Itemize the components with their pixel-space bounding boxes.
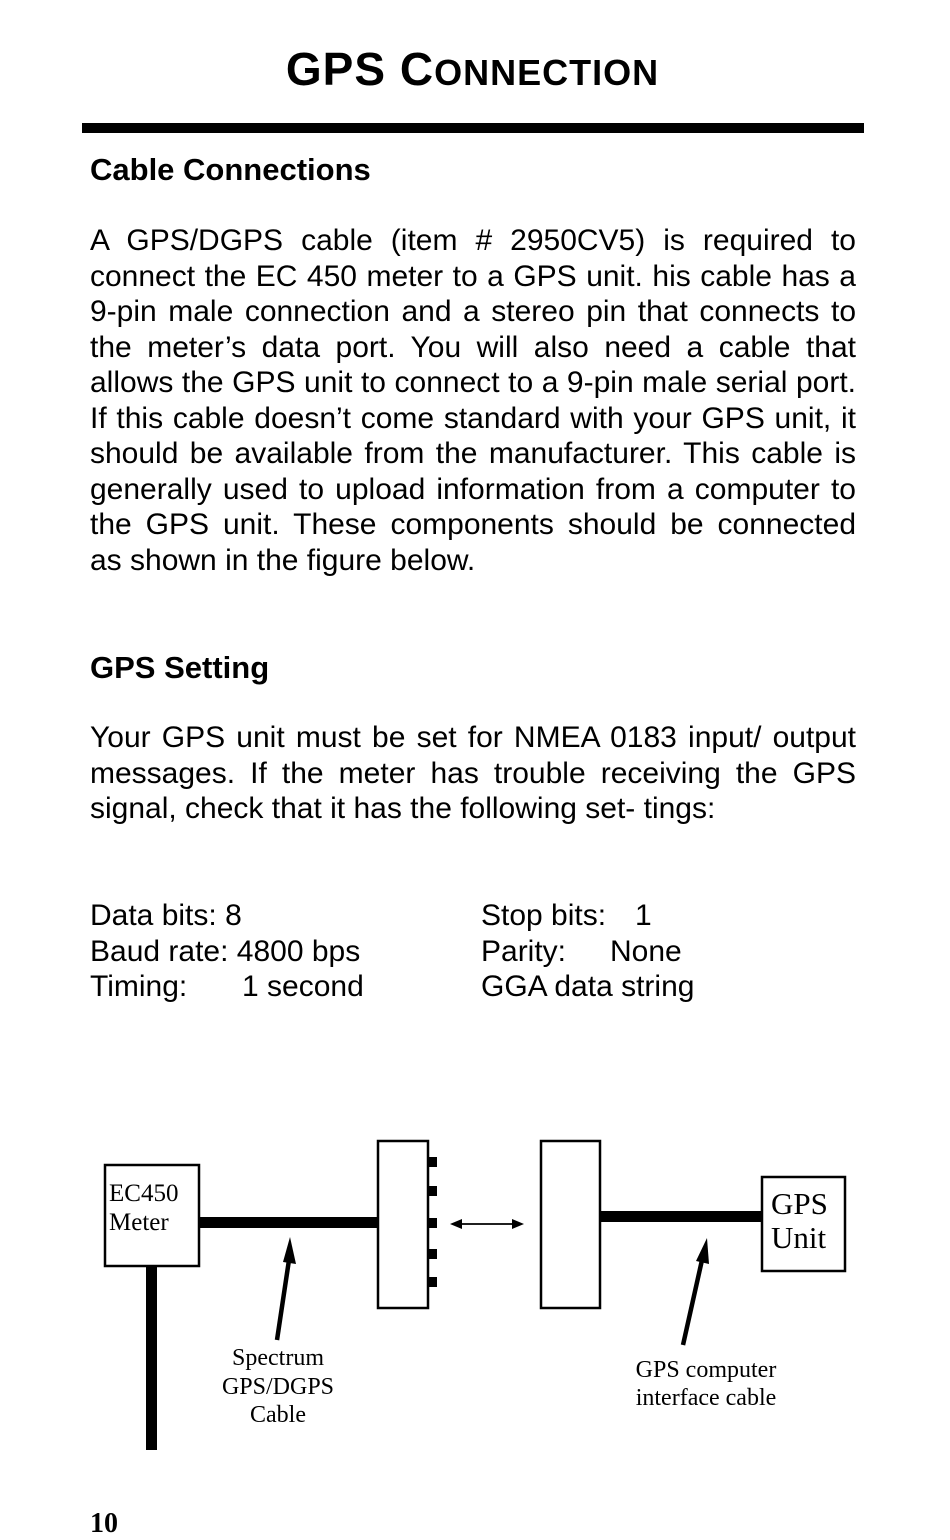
baud-rate-value: 4800 bps <box>236 934 361 968</box>
female-serial-port <box>541 1141 600 1308</box>
data-bits-label: Data bits: <box>90 899 217 932</box>
data-bits-value: 8 <box>225 899 242 932</box>
interface-caption-line1: GPS computer <box>635 1357 777 1383</box>
settings-row-2 <box>90 934 856 970</box>
baud-rate-label: Baud rate: <box>90 934 229 968</box>
paragraph-cable-connections: A GPS/DGPS cable (item # 2950CV5) is required to connect the EC 450 meter to a GPS unit. his cable has a 9-pin male connection and a stereo pin that connects to the meter’s data port. You will also need a cable that allows the GPS unit to connect to a 9-pin male serial port. If this cable doesn’t come standard with your GPS unit, it should be available from the manufacturer. This cable is generally used to upload information from a computer to the GPS unit. These components should be connected as shown in the figure below. <box>90 224 856 577</box>
parity-value: None <box>610 934 682 968</box>
gps-label-line2: Unit <box>771 1220 827 1255</box>
spectrum-cable-line <box>199 1217 378 1228</box>
timing-label: Timing: <box>90 970 188 1003</box>
arrowhead-right-icon <box>512 1219 524 1229</box>
spectrum-caption-line1: Spectrum <box>232 1345 324 1371</box>
stop-bits-label: Stop bits: <box>481 899 607 932</box>
settings-list <box>90 898 856 1005</box>
male-9pin-connector <box>378 1141 428 1308</box>
gga-data-string: GGA data string <box>481 970 695 1003</box>
spectrum-pointer-arrowhead-icon <box>283 1237 296 1264</box>
title-rule <box>82 123 864 133</box>
spectrum-caption-line2: GPS/DGPS <box>221 1374 335 1400</box>
gps-label-line1: GPS <box>771 1186 828 1221</box>
spectrum-caption-line3: Cable <box>250 1402 306 1428</box>
meter-label-line1: EC450 <box>109 1180 179 1207</box>
settings-row-1 <box>90 898 856 934</box>
title-word-gps: GPS <box>285 43 387 95</box>
stop-bits-value: 1 <box>635 899 652 932</box>
meter-data-cord <box>146 1266 157 1450</box>
title-initial-c: C <box>399 43 435 95</box>
heading-gps-setting: GPS Setting <box>90 650 270 685</box>
settings-row-3 <box>90 969 856 1005</box>
paragraph-gps-setting: Your GPS unit must be set for NMEA 0183 input/ output messages. If the meter has trouble receiving the GPS signal, check that it has the following set- tings: <box>90 721 856 825</box>
connector-pin <box>429 1249 437 1259</box>
interface-pointer-arrowhead-icon <box>696 1238 709 1264</box>
heading-cable-connections: Cable Connections <box>90 152 371 187</box>
timing-value: 1 second <box>242 970 364 1003</box>
connector-pin <box>429 1186 437 1196</box>
title-rest-connection: ONNECTION <box>434 52 660 93</box>
connection-diagram <box>0 1120 950 1460</box>
page-number: 10 <box>90 1508 118 1539</box>
interface-pointer-line <box>683 1260 702 1345</box>
interface-caption-line2: interface cable <box>635 1385 777 1411</box>
connector-pin <box>429 1218 437 1228</box>
parity-label: Parity: <box>481 934 567 968</box>
connector-pin <box>429 1157 437 1167</box>
arrowhead-left-icon <box>450 1219 462 1229</box>
page-title <box>0 42 945 96</box>
spectrum-pointer-line <box>277 1260 289 1340</box>
interface-cable-line <box>600 1211 762 1222</box>
meter-label-line2: Meter <box>109 1209 169 1236</box>
connector-pin <box>429 1277 437 1287</box>
